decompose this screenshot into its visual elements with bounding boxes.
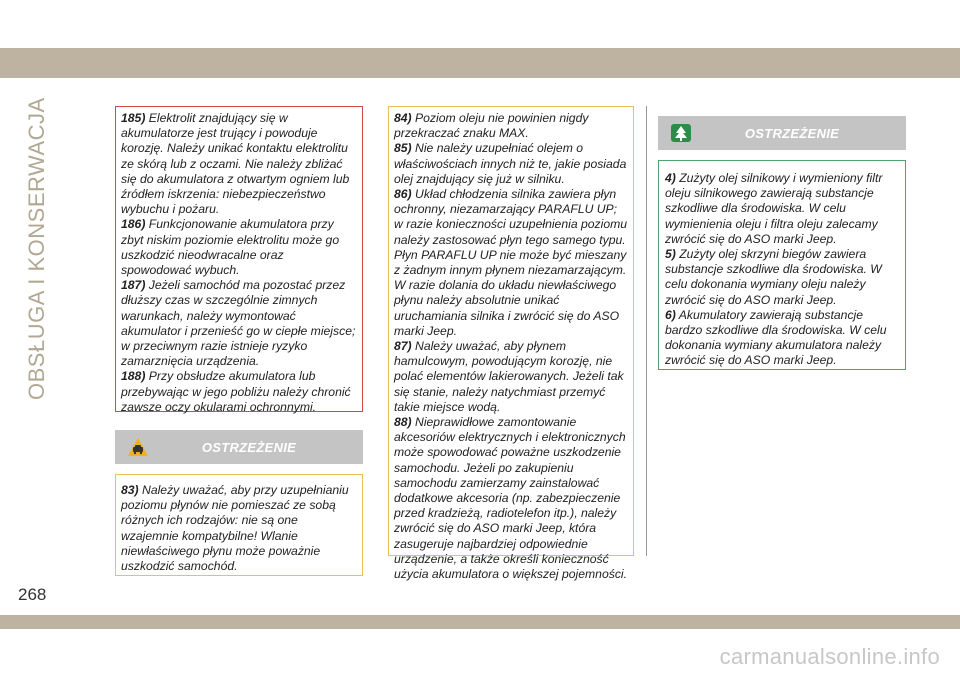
environment-warning-box [658,160,906,370]
page-number: 268 [18,585,47,604]
note-185: 185) Elektrolit znajdujący się w akumulatorze jest trujący i powoduje korozję. Należy unikać kontaktu elektrolitu ze skórą lub z oczami. Nie należy zbliżać się do akumulatora z otwartym ogniem lub źródłem iskrzenia: niebezpieczeństwo wybuchu i pożaru. [121,111,350,217]
note-85: 85) Nie należy uzupełniać olejem o właściwościach innych niż te, jakie posiada olej znajdujący się już w silniku. [394,141,627,186]
section-title: OBSŁUGA I KONSERWACJA [24,97,49,400]
battery-warnings-box [115,106,363,412]
note-88: 88) Nieprawidłowe zamontowanie akcesoriów elektrycznych i elektronicznych może spowodować poważne uszkodzenie samochodu. Jeżeli po zakupieniu samochodu zamierzamy zainstalować dodatkowe akcesoria (np. zabezpieczenie przed kradzieżą, radiotelefon itp.), należy zwrócić się do ASO marki Jeep, która zasugeruje najbardziej odpowiednie urządzenie, a także określi konieczność użycia akumulatora o większej pojemności. [394,415,628,582]
tree-environment-icon [670,123,692,143]
top-band [0,48,960,78]
note-5: 5) Zużyty olej skrzyni biegów zawiera substancje szkodliwe dla środowiska. W celu dokonania wymiany oleju należy zwrócić się do ASO marki Jeep. [665,247,882,307]
note-86: 86) Układ chłodzenia silnika zawiera płyn ochronny, niezamarzający PARAFLU UP; w razie konieczności uzupełnienia poziomu należy zastosować płyn tego samego typu. Płyn PARAFLU UP nie może być mieszany z żadnym innym płynem niezamarzającym. W razie dolania do układu niewłaściwego płynu należy absolutnie unikać uruchamiania silnika i zwrócić się do ASO marki Jeep. [394,187,628,338]
bottom-band [0,615,960,629]
fluids-warning-box [115,474,363,576]
fluids-notes-box [388,106,634,582]
note-4: 4) Zużyty olej silnikowy i wymieniony filtr oleju silnikowego zawierają substancje szkodliwe dla środowiska. W celu wymienienia oleju i filtra oleju zalecamy zwrócić się do ASO marki Jeep. [665,171,883,246]
note-6: 6) Akumulatory zawierają substancje bardzo szkodliwe dla środowiska. W celu dokonania wymiany akumulatora należy zwrócić się do ASO marki Jeep. [665,307,887,368]
watermark: carmanualsonline.info [719,644,940,669]
note-87: 87) Należy uważać, aby płynem hamulcowym, powodującym korozję, nie polać elementów lakierowanych. Jeżeli tak się stanie, należy natychmiast przemyć takie miejsce wodą. [394,339,624,414]
warning-header-col1: OSTRZEŻENIE [115,430,363,464]
column-divider [646,106,647,556]
note-84: 84) Poziom oleju nie powinien nigdy przekraczać znaku MAX. [394,111,589,141]
note-187: 187) Jeżeli samochód ma pozostać przez dłuższy czas w szczególnie zimnych warunkach, należy wymontować akumulator i przenieść go w ciepłe miejsce; w przeciwnym razie istnieje ryzyko zamarznięcia urządzenia. [121,278,356,369]
note-186: 186) Funkcjonowanie akumulatora przy zbyt niskim poziomie elektrolitu może go uszkodzić nieodwracalne oraz spowodować wybuch. [121,217,340,278]
warning-header-col3: OSTRZEŻENIE [658,116,906,150]
car-warning-icon [127,437,149,457]
note-83: 83) Należy uważać, aby przy uzupełnianiu poziomu płynów nie pomieszać ze sobą różnych ich rodzajów: nie są one wzajemnie kompatybilne! Wlanie niewłaściwego płynu może poważnie uszkodzić samochód. [121,483,349,574]
note-188: 188) Przy obsłudze akumulatora lub przebywając w jego pobliżu należy chronić zawsze oczy okularami ochronnymi. [121,369,351,414]
